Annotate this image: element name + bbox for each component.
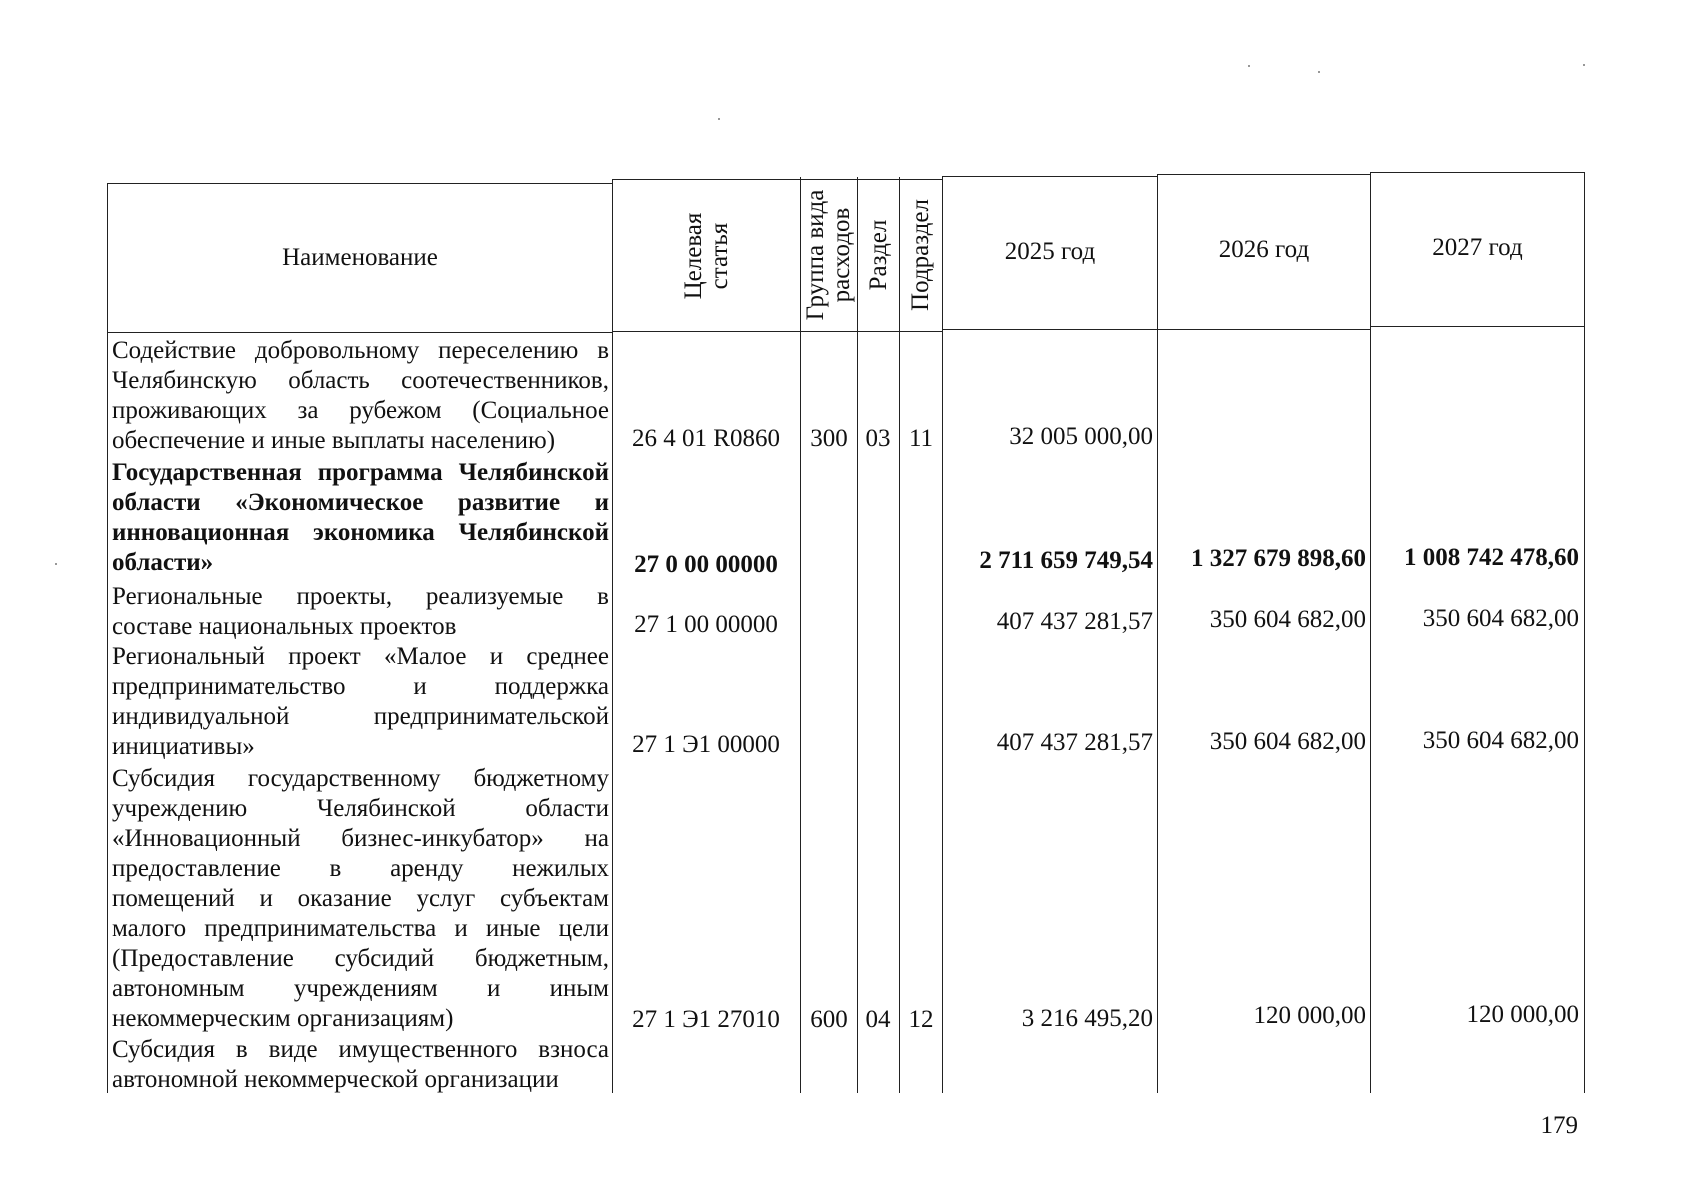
row-2025: 32 005 000,00 xyxy=(1009,423,1153,450)
header-subsection-label: Подраздел xyxy=(906,198,934,311)
scan-speck xyxy=(1318,71,1320,73)
row-2026: 350 604 682,00 xyxy=(1209,606,1366,633)
scan-speck xyxy=(55,563,57,565)
header-divider xyxy=(942,329,1370,330)
header-2027 xyxy=(1371,173,1584,323)
row-group: 300 xyxy=(810,425,848,452)
row-2026: 120 000,00 xyxy=(1253,1002,1366,1029)
header-group xyxy=(801,178,857,331)
header-divider xyxy=(107,332,612,333)
header-name-label: Наименование xyxy=(282,244,438,272)
header-target xyxy=(613,181,800,331)
scan-speck xyxy=(718,118,720,120)
row-name: Региональные проекты, реализуемые в составе национальных проектов xyxy=(112,583,609,640)
row-name: Региональный проект «Малое и среднее предпринимательство и поддержка индивидуальной предпринимательской инициативы» xyxy=(112,643,609,760)
row-subsection: 12 xyxy=(908,1006,934,1033)
row-target: 27 1 00 00000 xyxy=(634,611,778,638)
row-target: 27 0 00 00000 xyxy=(634,551,778,578)
row-2025: 407 437 281,57 xyxy=(996,608,1153,635)
page-number: 179 xyxy=(1540,1112,1578,1139)
row-name: Содействие добровольному переселению в Челябинскую область соотечественников, проживающих за рубежом (Социальное обеспечение и иные выплаты населению) xyxy=(112,337,609,454)
row-name: Субсидия в виде имущественного взноса автономной некоммерческой организации xyxy=(112,1036,609,1093)
header-name xyxy=(108,184,612,332)
row-section: 04 xyxy=(865,1006,891,1033)
row-2027: 120 000,00 xyxy=(1466,1001,1579,1028)
row-2027: 1 008 742 478,60 xyxy=(1404,544,1579,571)
row-subsection: 11 xyxy=(908,425,934,452)
row-2025: 407 437 281,57 xyxy=(996,729,1153,756)
header-section-label: Раздел xyxy=(864,219,892,290)
header-divider xyxy=(1370,326,1584,327)
scan-speck xyxy=(1583,64,1585,66)
row-group: 600 xyxy=(810,1006,848,1033)
row-2025: 3 216 495,20 xyxy=(1021,1005,1153,1032)
row-2025: 2 711 659 749,54 xyxy=(979,547,1153,574)
row-2026: 1 327 679 898,60 xyxy=(1191,545,1366,572)
row-section: 03 xyxy=(865,425,891,452)
header-2027-label: 2027 год xyxy=(1432,234,1523,262)
header-divider xyxy=(612,331,942,332)
row-2027: 350 604 682,00 xyxy=(1422,727,1579,754)
row-2027: 350 604 682,00 xyxy=(1422,605,1579,632)
row-name: Субсидия государственному бюджетному учреждению Челябинской области «Инновационный бизнес-инкубатор» на предоставление в аренду нежилых помещений и оказание услуг субъектам малого предпринимательства и иные цели (Предоставление субсидий бюджетным, автономным учреждениям и иным некоммерческим организациям) xyxy=(112,765,609,1032)
header-2025-label: 2025 год xyxy=(1004,238,1096,266)
header-subsection xyxy=(900,178,942,331)
header-target-label: Целевая статья xyxy=(679,212,733,300)
header-2025 xyxy=(943,177,1157,327)
header-2026-label: 2026 год xyxy=(1218,236,1310,264)
scan-speck xyxy=(1248,65,1250,67)
header-2026 xyxy=(1158,175,1370,325)
col-border xyxy=(1584,172,1585,1093)
row-target: 26 4 01 R0860 xyxy=(632,425,780,452)
row-2026: 350 604 682,00 xyxy=(1209,728,1366,755)
header-group-label: Группа вида расходов xyxy=(801,189,855,320)
row-target: 27 1 Э1 00000 xyxy=(632,731,780,758)
header-section xyxy=(858,178,899,331)
row-target: 27 1 Э1 27010 xyxy=(632,1006,780,1033)
row-name: Государственная программа Челябинской области «Экономическое развитие и инновационная экономика Челябинской области» xyxy=(112,459,609,576)
